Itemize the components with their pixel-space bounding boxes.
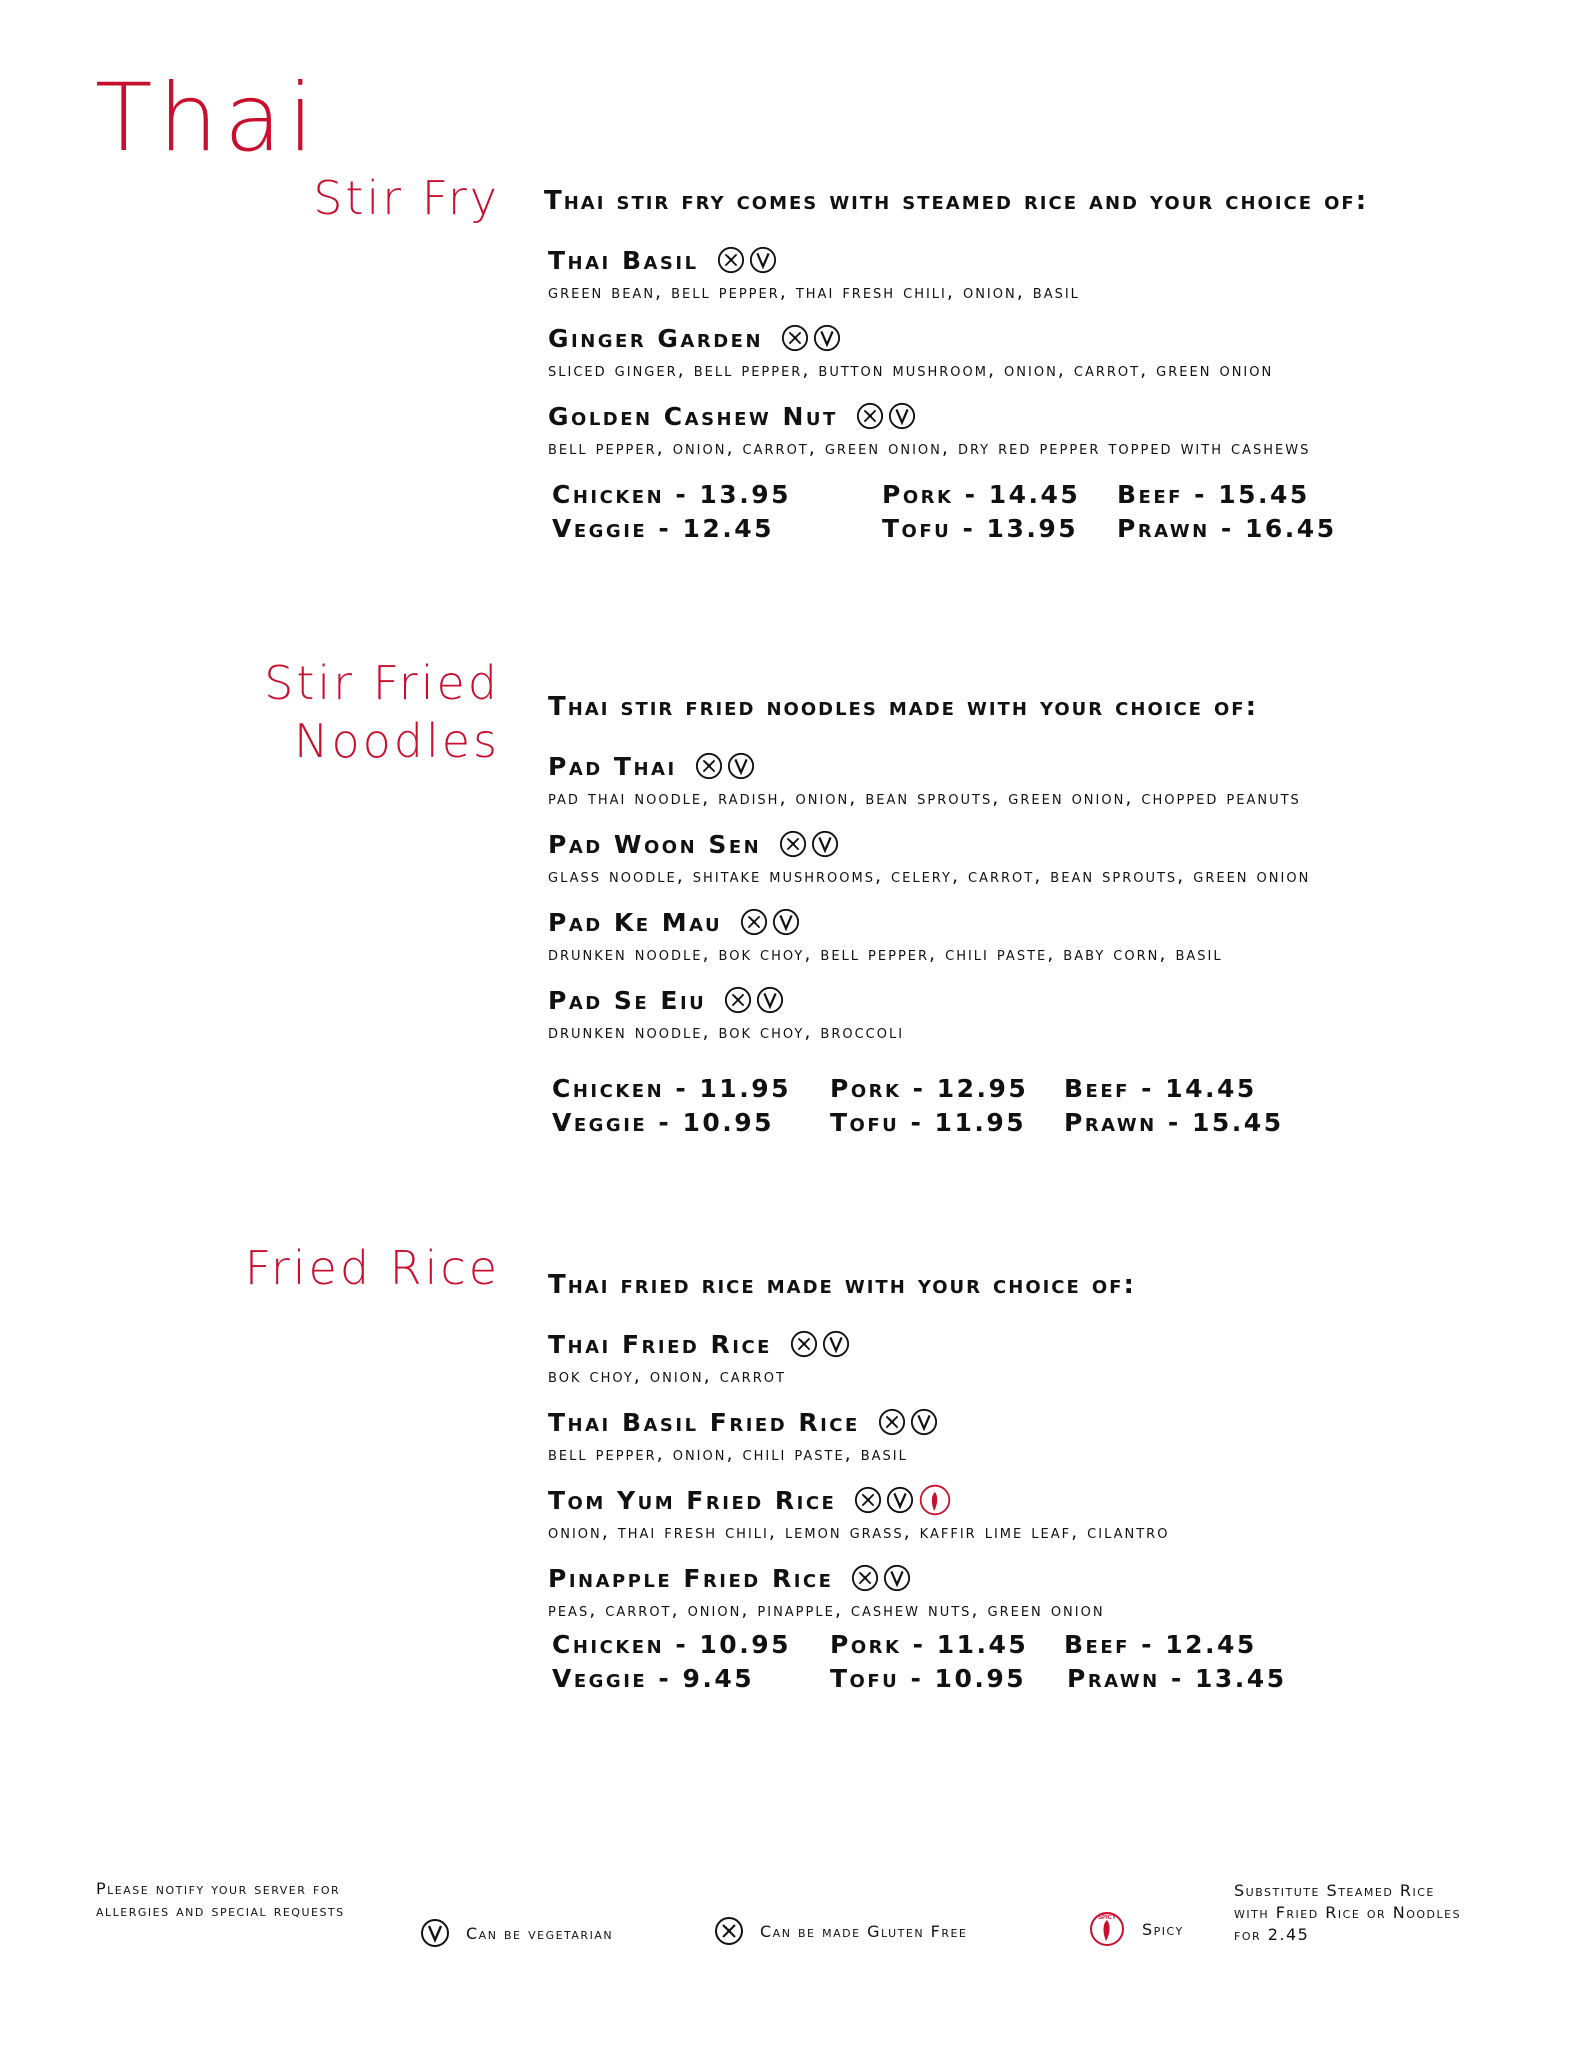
menu-item	[548, 1560, 1548, 1624]
gluten-free-icon	[724, 986, 752, 1014]
gluten-free-icon	[856, 402, 884, 430]
section-stir-fry	[544, 186, 1548, 476]
item-name: Pinapple Fried Rice	[548, 1563, 834, 1593]
gluten-free-icon	[790, 1330, 818, 1358]
legend-label: Spicy	[1142, 1919, 1184, 1939]
price-prawn: Prawn - 13.45	[1067, 1664, 1287, 1693]
price-prawn: Prawn - 16.45	[1117, 514, 1337, 543]
section-stir-fried-noodles	[548, 692, 1548, 1060]
price-chicken: Chicken - 10.95	[552, 1630, 791, 1659]
item-name: Pad Woon Sen	[548, 829, 762, 859]
vegetarian-icon	[886, 1486, 914, 1514]
price-prawn: Prawn - 15.45	[1064, 1108, 1284, 1137]
gluten-free-icon	[854, 1486, 882, 1514]
section-intro: Thai stir fry comes with steamed rice and your choice of:	[544, 186, 1369, 216]
price-pork: Pork - 11.45	[830, 1630, 1029, 1659]
section-label-fried-rice	[100, 1240, 500, 1298]
section-fried-rice	[548, 1270, 1548, 1638]
vegetarian-icon	[772, 908, 800, 936]
substitute-note: Substitute Steamed Rice with Fried Rice or Noodles for 2.45	[1234, 1881, 1462, 1944]
legend-vegetarian	[420, 1918, 613, 1948]
gluten-free-icon	[740, 908, 768, 936]
section-intro: Thai fried rice made with your choice of:	[548, 1270, 1136, 1300]
section-label-line: Fried Rice	[244, 1241, 500, 1295]
menu-item	[548, 904, 1548, 968]
menu-item	[548, 320, 1548, 384]
item-description: glass noodle, shitake mushrooms, celery, carrot, bean sprouts, green onion	[548, 865, 1311, 887]
spicy-badge: SPICY	[1097, 1915, 1117, 1921]
menu-item	[548, 1482, 1548, 1546]
spicy-icon	[918, 1483, 952, 1517]
item-description: drunken noodle, bok choy, broccoli	[548, 1021, 905, 1043]
gluten-free-icon	[878, 1408, 906, 1436]
gluten-free-icon	[851, 1564, 879, 1592]
price-pork: Pork - 12.95	[830, 1074, 1029, 1103]
section-label-line: Stir Fried	[264, 656, 500, 710]
price-veggie: Veggie - 12.45	[552, 514, 775, 543]
item-name: Tom Yum Fried Rice	[548, 1485, 837, 1515]
legend-spicy	[1088, 1910, 1184, 1948]
item-description: bell pepper, onion, carrot, green onion, dry red pepper topped with cashews	[548, 437, 1311, 459]
vegetarian-icon	[883, 1564, 911, 1592]
item-description: peas, carrot, onion, pinapple, cashew nuts, green onion	[548, 1599, 1105, 1621]
section-label-stir-fry	[100, 170, 500, 228]
allergy-notice: Please notify your server for allergies and special requests	[96, 1879, 345, 1920]
price-tofu: Tofu - 11.95	[830, 1108, 1027, 1137]
item-description: drunken noodle, bok choy, bell pepper, chili paste, baby corn, basil	[548, 943, 1223, 965]
price-pork: Pork - 14.45	[882, 480, 1081, 509]
legend-label: Can be vegetarian	[466, 1923, 614, 1943]
price-beef: Beef - 15.45	[1117, 480, 1310, 509]
price-tofu: Tofu - 13.95	[882, 514, 1079, 543]
menu-item	[548, 982, 1548, 1046]
spicy-icon	[1088, 1910, 1126, 1948]
vegetarian-icon	[727, 752, 755, 780]
legend-gluten-free	[714, 1916, 967, 1946]
menu-item	[548, 398, 1548, 462]
price-tofu: Tofu - 10.95	[830, 1664, 1027, 1693]
vegetarian-icon	[888, 402, 916, 430]
vegetarian-icon	[910, 1408, 938, 1436]
item-description: sliced ginger, bell pepper, button mushroom, onion, carrot, green onion	[548, 359, 1274, 381]
item-description: bell pepper, onion, chili paste, basil	[548, 1443, 908, 1465]
vegetarian-icon	[822, 1330, 850, 1358]
item-description: pad thai noodle, radish, onion, bean sprouts, green onion, chopped peanuts	[548, 787, 1301, 809]
vegetarian-icon	[756, 986, 784, 1014]
vegetarian-icon	[811, 830, 839, 858]
item-name: Pad Ke Mau	[548, 907, 723, 937]
item-name: Thai Fried Rice	[548, 1329, 772, 1359]
price-veggie: Veggie - 9.45	[552, 1664, 755, 1693]
item-name: Thai Basil	[548, 245, 699, 275]
vegetarian-icon	[813, 324, 841, 352]
menu-item	[548, 1404, 1548, 1468]
menu-item	[548, 1326, 1548, 1390]
legend-label: Can be made Gluten Free	[760, 1921, 968, 1941]
gluten-free-icon	[781, 324, 809, 352]
menu-item	[548, 748, 1548, 812]
section-label-stir-fried-noodles	[100, 655, 500, 770]
menu-item	[548, 242, 1548, 306]
price-chicken: Chicken - 11.95	[552, 1074, 791, 1103]
price-beef: Beef - 12.45	[1064, 1630, 1257, 1659]
section-label-line: Stir Fry	[313, 171, 500, 225]
item-name: Pad Se Eiu	[548, 985, 707, 1015]
price-beef: Beef - 14.45	[1064, 1074, 1257, 1103]
price-chicken: Chicken - 13.95	[552, 480, 791, 509]
item-name: Thai Basil Fried Rice	[548, 1407, 860, 1437]
item-description: bok choy, onion, carrot	[548, 1365, 786, 1387]
item-name: Golden Cashew Nut	[548, 401, 838, 431]
price-veggie: Veggie - 10.95	[552, 1108, 775, 1137]
gluten-free-icon	[717, 246, 745, 274]
gluten-free-icon	[695, 752, 723, 780]
item-description: green bean, bell pepper, thai fresh chili, onion, basil	[548, 281, 1080, 303]
item-name: Ginger Garden	[548, 323, 764, 353]
item-name: Pad Thai	[548, 751, 677, 781]
vegetarian-icon	[749, 246, 777, 274]
page-title: Thai	[95, 64, 320, 173]
section-intro: Thai stir fried noodles made with your choice of:	[548, 692, 1258, 722]
item-description: onion, thai fresh chili, lemon grass, kaffir lime leaf, cilantro	[548, 1521, 1170, 1543]
gluten-free-icon	[779, 830, 807, 858]
section-label-line: Noodles	[294, 713, 500, 768]
vegetarian-icon	[420, 1918, 450, 1948]
gluten-free-icon	[714, 1916, 744, 1946]
menu-item	[548, 826, 1548, 890]
